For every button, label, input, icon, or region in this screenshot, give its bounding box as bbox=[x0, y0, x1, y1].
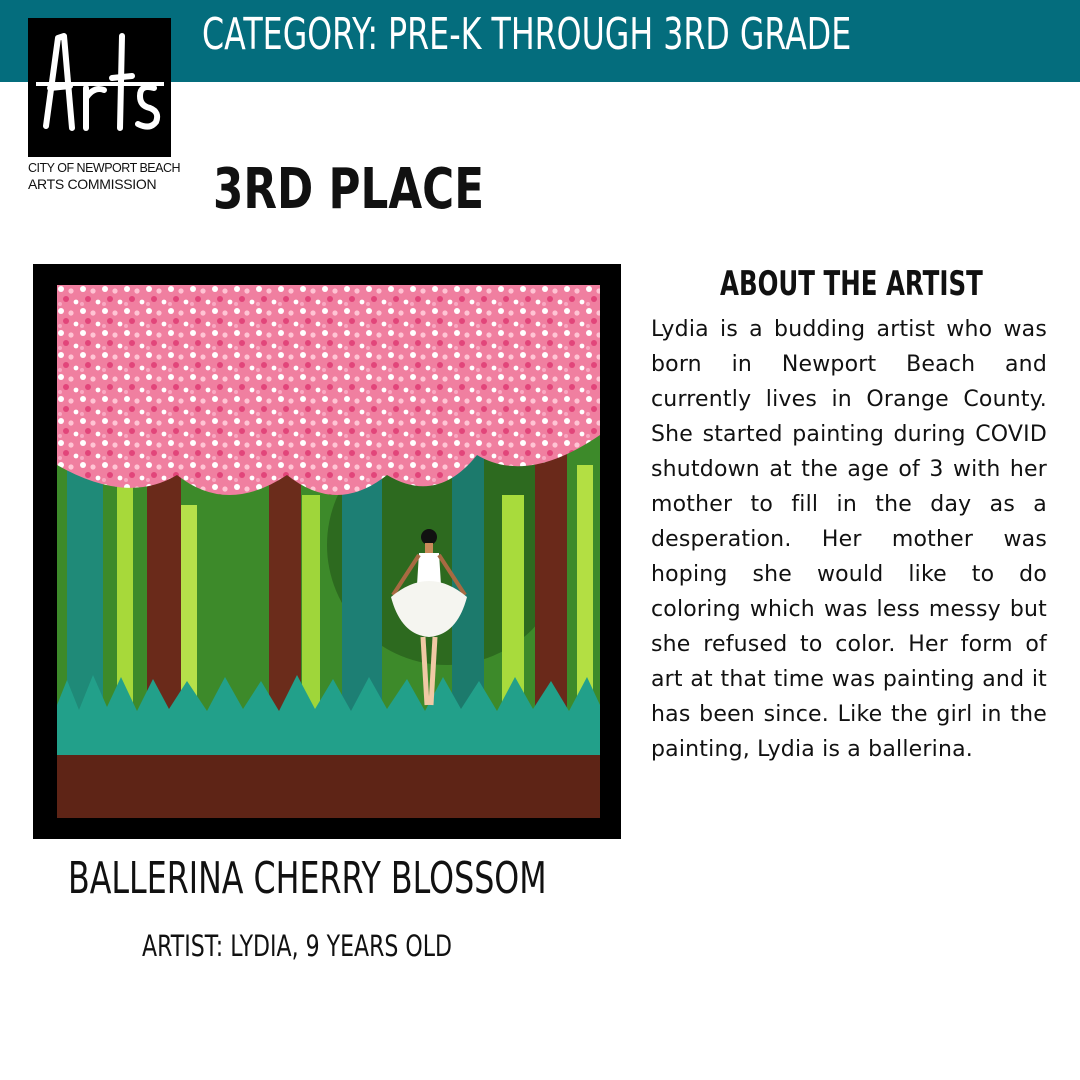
category-title: CATEGORY: PRE-K THROUGH 3RD GRADE bbox=[202, 9, 852, 60]
artwork-painting bbox=[57, 285, 600, 818]
artwork-frame bbox=[33, 264, 621, 839]
artwork-title: BALLERINA CHERRY BLOSSOM bbox=[68, 853, 547, 904]
artwork-artist: ARTIST: LYDIA, 9 YEARS OLD bbox=[142, 929, 452, 963]
about-heading: ABOUT THE ARTIST bbox=[720, 264, 983, 304]
logo-commission-line: ARTS COMMISSION bbox=[28, 176, 157, 192]
artist-bio: Lydia is a budding artist who was born in Newport Beach and currently lives in Orange County. She started painting during COVID shutdown at the age of 3 with her mother to fill in the day as a desperation. Her mother was hoping she would like to do coloring which was less messy but she refused to color. Her form of art at that time was painting and it has been since. Like the girl in the painting, Lydia is a ballerina. bbox=[651, 317, 1047, 762]
arts-logo bbox=[28, 18, 171, 157]
arts-wordmark-logo bbox=[28, 18, 171, 157]
placement-heading: 3RD PLACE bbox=[213, 157, 485, 222]
logo-caption bbox=[28, 160, 181, 192]
logo-city-line: CITY OF NEWPORT BEACH bbox=[28, 161, 181, 175]
